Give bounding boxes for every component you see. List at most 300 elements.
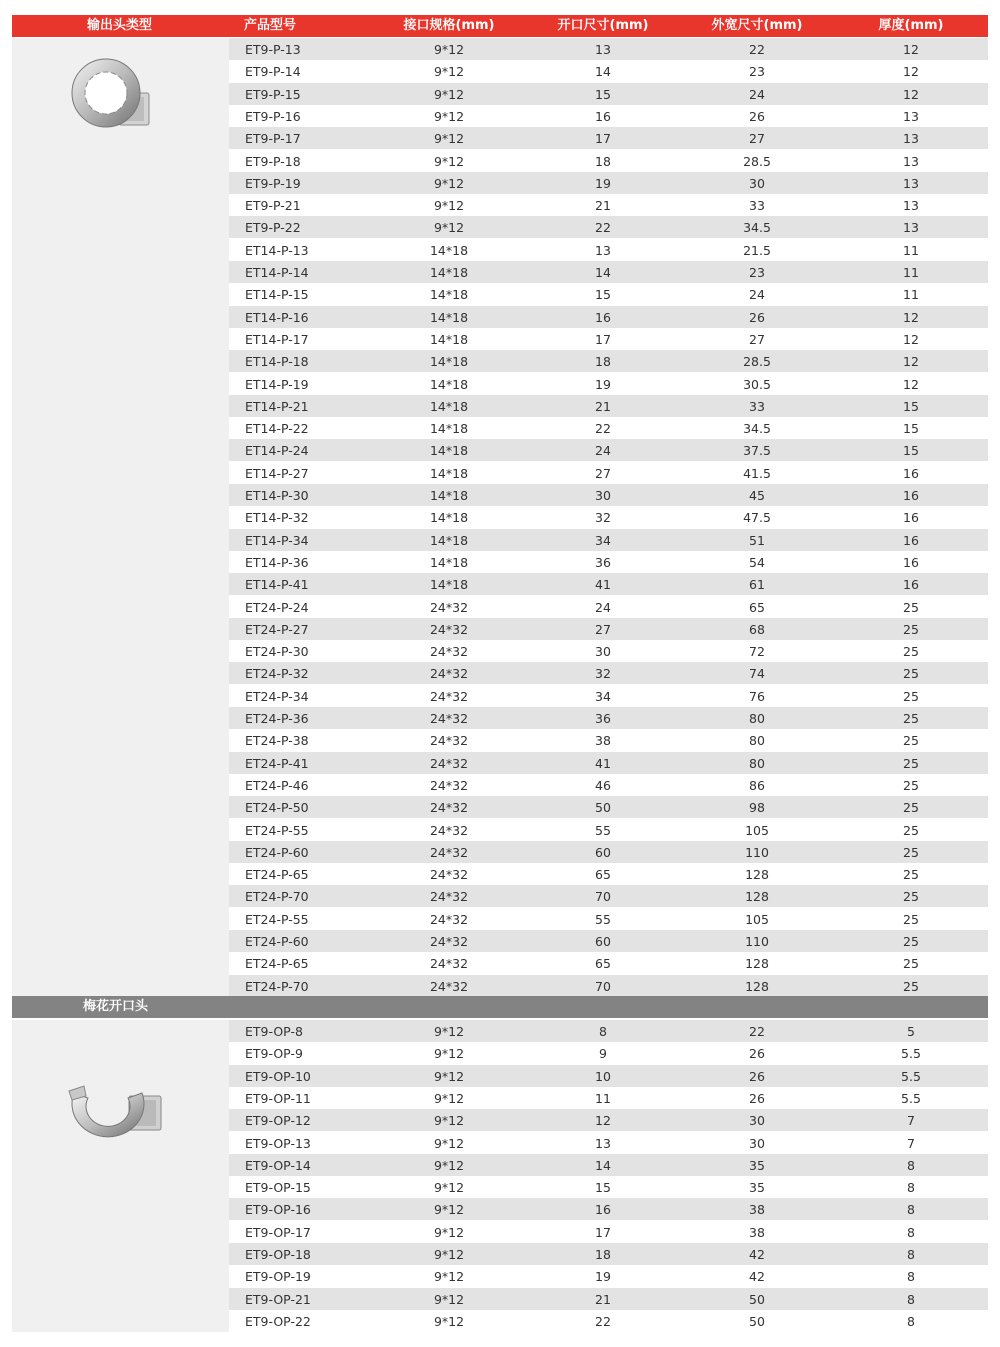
- cell-interface: 9*12: [433, 220, 465, 236]
- cell-opening: 32: [595, 666, 611, 682]
- cell-model: ET24-P-41: [245, 755, 309, 771]
- cell-outer-width: 68: [749, 621, 765, 637]
- cell-outer-width: 26: [749, 108, 765, 124]
- table-row: [229, 306, 988, 328]
- cell-interface: 14*18: [429, 488, 469, 503]
- cell-thickness: 16: [903, 510, 919, 526]
- cell-opening: 30: [595, 644, 611, 660]
- cell-model: ET24-P-27: [245, 621, 309, 637]
- cell-thickness: 25: [903, 644, 919, 660]
- cell-opening: 21: [595, 398, 611, 414]
- cell-model: ET9-P-16: [245, 108, 301, 124]
- header-col-outer-width: 外宽尺寸(mm): [711, 18, 803, 33]
- table-row: [229, 841, 988, 863]
- table-row: [229, 127, 988, 149]
- cell-interface: 14*18: [429, 532, 469, 548]
- cell-outer-width: 128: [745, 867, 769, 883]
- cell-model: ET24-P-55: [245, 911, 309, 927]
- cell-thickness: 16: [903, 577, 919, 593]
- cell-outer-width: 22: [749, 1024, 765, 1039]
- table-row: [229, 1198, 988, 1220]
- cell-outer-width: 27: [749, 131, 765, 147]
- cell-interface: 24*32: [429, 889, 469, 905]
- cell-model: ET24-P-65: [245, 867, 309, 883]
- cell-thickness: 13: [903, 198, 919, 214]
- cell-opening: 17: [595, 331, 611, 347]
- header-col-model: 产品型号: [244, 18, 297, 33]
- table-row: [229, 551, 988, 573]
- table-row: [229, 462, 988, 484]
- cell-model: ET9-P-21: [245, 198, 301, 214]
- table-row: [229, 573, 988, 595]
- cell-opening: 18: [595, 1247, 611, 1262]
- cell-interface: 14*18: [429, 398, 469, 414]
- cell-interface: 9*12: [433, 1291, 465, 1307]
- cell-thickness: 25: [903, 911, 919, 927]
- table-row: [229, 1310, 988, 1332]
- cell-model: ET9-OP-8: [245, 1024, 303, 1039]
- cell-opening: 12: [595, 1113, 611, 1129]
- table-row: [229, 796, 988, 818]
- cell-outer-width: 74: [749, 666, 765, 682]
- cell-model: ET9-P-22: [245, 220, 301, 236]
- cell-thickness: 13: [903, 108, 919, 124]
- cell-outer-width: 33: [749, 398, 765, 414]
- cell-thickness: 8: [907, 1224, 915, 1240]
- cell-opening: 19: [595, 376, 611, 392]
- table-row: [229, 373, 988, 395]
- cell-interface: 9*12: [433, 1157, 465, 1173]
- cell-outer-width: 26: [749, 1046, 765, 1062]
- cell-interface: 9*12: [433, 1024, 465, 1039]
- cell-interface: 24*32: [429, 777, 469, 793]
- cell-opening: 16: [595, 108, 611, 124]
- cell-outer-width: 26: [749, 1090, 765, 1106]
- cell-outer-width: 41.5: [743, 465, 771, 481]
- cell-outer-width: 80: [749, 711, 765, 726]
- cell-interface: 24*32: [429, 978, 469, 994]
- cell-outer-width: 80: [749, 755, 765, 771]
- cell-thickness: 25: [903, 733, 919, 749]
- cell-opening: 38: [595, 733, 611, 749]
- table-row: [229, 105, 988, 127]
- cell-model: ET24-P-70: [245, 978, 309, 994]
- cell-opening: 34: [595, 532, 611, 548]
- table-row: [229, 819, 988, 841]
- cell-interface: 24*32: [429, 956, 469, 972]
- cell-opening: 10: [595, 1068, 611, 1084]
- cell-interface: 9*12: [433, 1090, 465, 1106]
- table-row: [229, 261, 988, 283]
- cell-opening: 46: [595, 777, 611, 793]
- cell-model: ET9-OP-16: [245, 1202, 311, 1218]
- table-row: [229, 150, 988, 172]
- cell-outer-width: 26: [749, 1068, 765, 1084]
- cell-thickness: 13: [903, 153, 919, 169]
- open-ring-wrench-head-icon: [54, 1058, 174, 1148]
- table-row: [229, 685, 988, 707]
- table-row: [229, 216, 988, 238]
- cell-model: ET24-P-70: [245, 889, 309, 905]
- cell-thickness: 15: [903, 443, 919, 459]
- cell-thickness: 7: [907, 1113, 915, 1129]
- cell-interface: 24*32: [429, 822, 469, 838]
- cell-thickness: 5: [907, 1024, 915, 1039]
- cell-interface: 9*12: [433, 1269, 465, 1285]
- cell-interface: 14*18: [429, 510, 469, 526]
- cell-opening: 16: [595, 309, 611, 325]
- cell-model: ET14-P-19: [245, 376, 309, 392]
- cell-outer-width: 35: [749, 1157, 765, 1173]
- cell-model: ET9-OP-11: [245, 1090, 311, 1106]
- cell-model: ET9-OP-19: [245, 1269, 311, 1285]
- cell-opening: 17: [595, 131, 611, 147]
- cell-model: ET9-OP-22: [245, 1313, 311, 1329]
- cell-model: ET24-P-55: [245, 822, 309, 838]
- cell-model: ET24-P-60: [245, 934, 309, 949]
- cell-outer-width: 45: [749, 488, 765, 503]
- cell-model: ET24-P-36: [245, 711, 309, 726]
- cell-thickness: 25: [903, 755, 919, 771]
- cell-interface: 14*18: [429, 354, 469, 370]
- cell-model: ET9-P-13: [245, 42, 301, 57]
- cell-outer-width: 21.5: [743, 242, 771, 258]
- table-row: [229, 529, 988, 551]
- cell-outer-width: 38: [749, 1202, 765, 1218]
- cell-opening: 55: [595, 911, 611, 927]
- cell-model: ET24-P-24: [245, 599, 309, 615]
- cell-model: ET9-OP-13: [245, 1135, 311, 1151]
- cell-opening: 13: [595, 1135, 611, 1151]
- cell-interface: 9*12: [433, 1313, 465, 1329]
- cell-outer-width: 42: [749, 1269, 765, 1285]
- cell-model: ET24-P-50: [245, 800, 309, 816]
- cell-interface: 9*12: [433, 175, 465, 191]
- cell-outer-width: 42: [749, 1247, 765, 1262]
- cell-opening: 22: [595, 1313, 611, 1329]
- cell-thickness: 12: [903, 376, 919, 392]
- table-row: [229, 975, 988, 997]
- cell-outer-width: 110: [745, 844, 769, 860]
- cell-model: ET14-P-22: [245, 421, 309, 437]
- cell-thickness: 15: [903, 398, 919, 414]
- cell-interface: 9*12: [433, 198, 465, 214]
- table-row: [229, 1243, 988, 1265]
- cell-outer-width: 105: [745, 911, 769, 927]
- cell-thickness: 25: [903, 934, 919, 949]
- cell-opening: 15: [595, 1180, 611, 1196]
- cell-model: ET9-OP-15: [245, 1180, 311, 1196]
- cell-outer-width: 30.5: [743, 376, 771, 392]
- cell-model: ET14-P-34: [245, 532, 309, 548]
- cell-outer-width: 28.5: [743, 153, 771, 169]
- cell-thickness: 11: [903, 242, 919, 258]
- cell-opening: 24: [595, 599, 611, 615]
- cell-opening: 60: [595, 844, 611, 860]
- cell-thickness: 5.5: [901, 1046, 921, 1062]
- cell-opening: 65: [595, 867, 611, 883]
- cell-opening: 18: [595, 153, 611, 169]
- cell-thickness: 25: [903, 844, 919, 860]
- cell-outer-width: 128: [745, 956, 769, 972]
- cell-opening: 11: [595, 1090, 611, 1106]
- cell-model: ET14-P-13: [245, 242, 309, 258]
- section-title-open-ring-head: [12, 996, 988, 1018]
- cell-interface: 14*18: [429, 376, 469, 392]
- table-row: [229, 38, 988, 60]
- table-row: [229, 83, 988, 105]
- cell-interface: 14*18: [429, 577, 469, 593]
- cell-model: ET9-OP-10: [245, 1068, 311, 1084]
- cell-thickness: 5.5: [901, 1090, 921, 1106]
- cell-thickness: 13: [903, 131, 919, 147]
- cell-opening: 19: [595, 175, 611, 191]
- cell-model: ET9-P-15: [245, 86, 301, 102]
- cell-opening: 41: [595, 755, 611, 771]
- cell-interface: 9*12: [433, 1202, 465, 1218]
- cell-interface: 14*18: [429, 265, 469, 280]
- cell-model: ET9-OP-21: [245, 1291, 311, 1307]
- cell-outer-width: 24: [749, 287, 765, 303]
- cell-interface: 9*12: [433, 86, 465, 102]
- cell-opening: 70: [595, 978, 611, 994]
- table-row: [229, 908, 988, 930]
- cell-outer-width: 65: [749, 599, 765, 615]
- cell-model: ET9-OP-14: [245, 1157, 311, 1173]
- cell-interface: 14*18: [429, 421, 469, 437]
- table-row: [229, 194, 988, 216]
- cell-opening: 8: [599, 1024, 607, 1039]
- cell-opening: 50: [595, 800, 611, 816]
- cell-model: ET24-P-65: [245, 956, 309, 972]
- cell-model: ET9-OP-18: [245, 1247, 311, 1262]
- cell-outer-width: 110: [745, 934, 769, 949]
- cell-opening: 17: [595, 1224, 611, 1240]
- cell-model: ET9-P-14: [245, 64, 301, 80]
- cell-opening: 65: [595, 956, 611, 972]
- cell-model: ET9-OP-9: [245, 1046, 303, 1062]
- cell-thickness: 12: [903, 64, 919, 80]
- cell-opening: 60: [595, 934, 611, 949]
- product-image-cell: [12, 1020, 229, 1332]
- cell-thickness: 5.5: [901, 1068, 921, 1084]
- cell-outer-width: 26: [749, 309, 765, 325]
- table-row: [229, 1288, 988, 1310]
- cell-opening: 15: [595, 287, 611, 303]
- cell-opening: 41: [595, 577, 611, 593]
- cell-thickness: 11: [903, 265, 919, 280]
- cell-outer-width: 30: [749, 1135, 765, 1151]
- cell-outer-width: 51: [749, 532, 765, 548]
- header-col-thickness: 厚度(mm): [878, 18, 944, 33]
- table-row: [229, 752, 988, 774]
- cell-thickness: 8: [907, 1247, 915, 1262]
- cell-outer-width: 35: [749, 1180, 765, 1196]
- cell-thickness: 12: [903, 309, 919, 325]
- cell-interface: 24*32: [429, 733, 469, 749]
- cell-thickness: 25: [903, 956, 919, 972]
- cell-outer-width: 50: [749, 1313, 765, 1329]
- cell-outer-width: 61: [749, 577, 765, 593]
- cell-outer-width: 30: [749, 175, 765, 191]
- cell-outer-width: 27: [749, 331, 765, 347]
- cell-interface: 14*18: [429, 287, 469, 303]
- table-row: [229, 172, 988, 194]
- table-row: [229, 952, 988, 974]
- table-row: [229, 439, 988, 461]
- cell-thickness: 16: [903, 554, 919, 570]
- cell-interface: 24*32: [429, 934, 469, 949]
- cell-outer-width: 33: [749, 198, 765, 214]
- cell-interface: 9*12: [433, 108, 465, 124]
- table-row: [229, 1132, 988, 1154]
- cell-outer-width: 30: [749, 1113, 765, 1129]
- cell-interface: 14*18: [429, 309, 469, 325]
- cell-thickness: 16: [903, 488, 919, 503]
- cell-interface: 24*32: [429, 644, 469, 660]
- cell-outer-width: 80: [749, 733, 765, 749]
- cell-interface: 24*32: [429, 755, 469, 771]
- cell-interface: 9*12: [433, 42, 465, 57]
- cell-thickness: 12: [903, 331, 919, 347]
- cell-model: ET14-P-30: [245, 488, 309, 503]
- table-row: [229, 1109, 988, 1131]
- cell-outer-width: 34.5: [743, 421, 771, 437]
- cell-model: ET14-P-32: [245, 510, 309, 526]
- table-row: [229, 1176, 988, 1198]
- cell-model: ET9-P-18: [245, 153, 301, 169]
- cell-interface: 14*18: [429, 465, 469, 481]
- cell-thickness: 25: [903, 621, 919, 637]
- cell-opening: 22: [595, 220, 611, 236]
- table-row: [229, 350, 988, 372]
- cell-opening: 14: [595, 64, 611, 80]
- cell-opening: 16: [595, 1202, 611, 1218]
- cell-outer-width: 54: [749, 554, 765, 570]
- cell-outer-width: 72: [749, 644, 765, 660]
- cell-thickness: 8: [907, 1180, 915, 1196]
- table-row: [229, 729, 988, 751]
- cell-outer-width: 50: [749, 1291, 765, 1307]
- section-title-text: 梅花开口头: [83, 999, 149, 1014]
- header-col-interface: 接口规格(mm): [403, 18, 495, 33]
- cell-opening: 13: [595, 242, 611, 258]
- cell-outer-width: 98: [749, 800, 765, 816]
- cell-outer-width: 38: [749, 1224, 765, 1240]
- cell-opening: 30: [595, 488, 611, 503]
- cell-interface: 9*12: [433, 1068, 465, 1084]
- cell-thickness: 16: [903, 465, 919, 481]
- cell-outer-width: 128: [745, 978, 769, 994]
- cell-model: ET14-P-15: [245, 287, 309, 303]
- cell-interface: 24*32: [429, 844, 469, 860]
- cell-opening: 9: [599, 1046, 607, 1062]
- cell-thickness: 16: [903, 532, 919, 548]
- table-row: [229, 283, 988, 305]
- cell-thickness: 25: [903, 666, 919, 682]
- cell-model: ET14-P-16: [245, 309, 309, 325]
- cell-thickness: 8: [907, 1269, 915, 1285]
- cell-interface: 24*32: [429, 688, 469, 704]
- table-row: [229, 596, 988, 618]
- table-row: [229, 885, 988, 907]
- cell-opening: 14: [595, 265, 611, 280]
- table-row: [229, 1042, 988, 1064]
- cell-interface: 14*18: [429, 443, 469, 459]
- cell-outer-width: 23: [749, 64, 765, 80]
- cell-model: ET14-P-27: [245, 465, 309, 481]
- cell-thickness: 13: [903, 175, 919, 191]
- cell-opening: 32: [595, 510, 611, 526]
- cell-opening: 14: [595, 1157, 611, 1173]
- cell-thickness: 12: [903, 354, 919, 370]
- cell-interface: 9*12: [433, 1224, 465, 1240]
- cell-interface: 14*18: [429, 331, 469, 347]
- header-col-type: 输出头类型: [87, 18, 153, 33]
- cell-interface: 9*12: [433, 1180, 465, 1196]
- cell-interface: 14*18: [429, 242, 469, 258]
- cell-opening: 36: [595, 554, 611, 570]
- table-row: [229, 1020, 988, 1042]
- header-col-opening: 开口尺寸(mm): [557, 18, 649, 33]
- cell-thickness: 25: [903, 688, 919, 704]
- cell-interface: 24*32: [429, 911, 469, 927]
- cell-thickness: 8: [907, 1291, 915, 1307]
- cell-interface: 9*12: [433, 1247, 465, 1262]
- cell-opening: 19: [595, 1269, 611, 1285]
- cell-interface: 9*12: [433, 131, 465, 147]
- cell-opening: 21: [595, 198, 611, 214]
- cell-model: ET14-P-41: [245, 577, 309, 593]
- cell-interface: 9*12: [433, 1046, 465, 1062]
- cell-thickness: 25: [903, 889, 919, 905]
- cell-model: ET14-P-36: [245, 554, 309, 570]
- cell-model: ET24-P-46: [245, 777, 309, 793]
- cell-outer-width: 128: [745, 889, 769, 905]
- cell-thickness: 15: [903, 421, 919, 437]
- table-row: [229, 1087, 988, 1109]
- cell-thickness: 7: [907, 1135, 915, 1151]
- table-row: [229, 618, 988, 640]
- cell-opening: 15: [595, 86, 611, 102]
- cell-model: ET14-P-17: [245, 331, 309, 347]
- cell-outer-width: 47.5: [743, 510, 771, 526]
- table-row: [229, 1221, 988, 1243]
- cell-thickness: 13: [903, 220, 919, 236]
- cell-interface: 24*32: [429, 599, 469, 615]
- cell-thickness: 25: [903, 867, 919, 883]
- cell-model: ET14-P-21: [245, 398, 309, 414]
- cell-thickness: 25: [903, 800, 919, 816]
- cell-opening: 36: [595, 711, 611, 726]
- cell-interface: 24*32: [429, 800, 469, 816]
- cell-model: ET24-P-34: [245, 688, 309, 704]
- table-row: [229, 395, 988, 417]
- table-row: [229, 640, 988, 662]
- table-row: [229, 863, 988, 885]
- cell-outer-width: 34.5: [743, 220, 771, 236]
- cell-opening: 55: [595, 822, 611, 838]
- cell-thickness: 12: [903, 86, 919, 102]
- cell-outer-width: 105: [745, 822, 769, 838]
- cell-opening: 34: [595, 688, 611, 704]
- cell-interface: 24*32: [429, 711, 469, 726]
- cell-model: ET24-P-30: [245, 644, 309, 660]
- cell-interface: 14*18: [429, 554, 469, 570]
- cell-outer-width: 28.5: [743, 354, 771, 370]
- ring-wrench-head-icon: [64, 53, 164, 148]
- cell-model: ET9-OP-17: [245, 1224, 311, 1240]
